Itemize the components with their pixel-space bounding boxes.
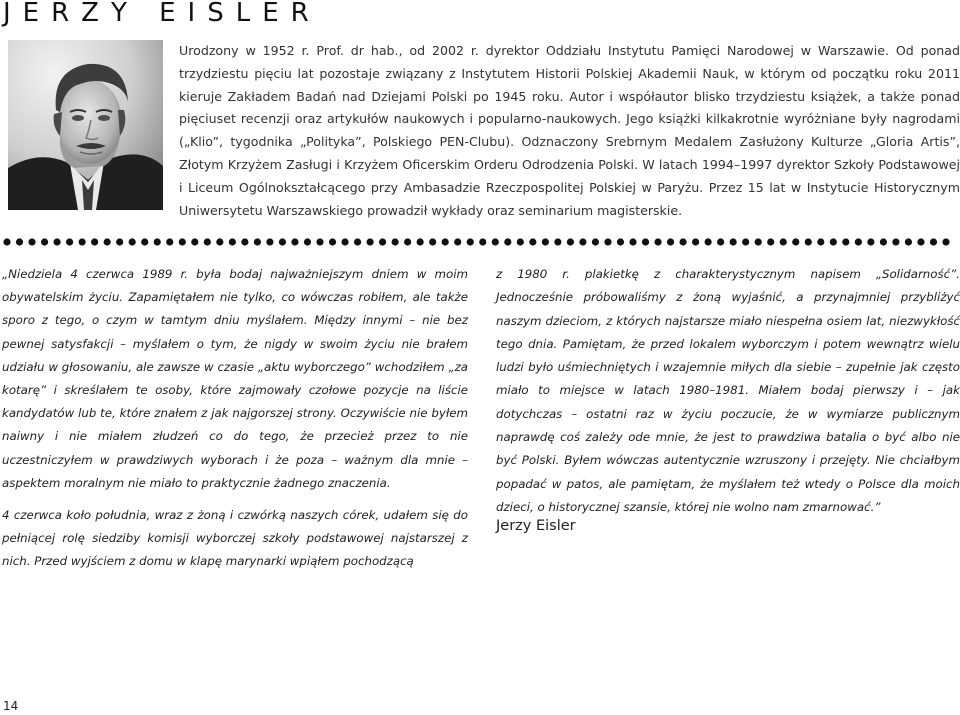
divider-dot <box>792 238 799 245</box>
divider-dot <box>830 238 837 245</box>
divider-dot <box>667 238 674 245</box>
divider-dot <box>129 238 136 245</box>
divider-dot <box>579 238 586 245</box>
quote-paragraph: „Niedziela 4 czerwca 1989 r. była bodaj najważniejszym dniem w moim obywatelskim życiu. Zapamiętałem nie tylko, co wówczas robiłem, ale także sporo z tego, o czym w tamtym dniu myślałem. Między innymi – nie bez pewnej satysfakcji – myślałem o tym, że nigdy w swoim życiu nie brałem udziału w głosowaniu, ale zawsze w czasie „aktu wyborczego” wchodziłem „za kotarę” i skreślałem te osoby, które zajmowały czołowe pozycje na liście kandydatów lub te, które znałem z jak najgorszej strony. Oczywiście nie byłem naiwny i nie miałem złudzeń co do tego, że przecież przez to nie uczestniczyłem w prawdziwych wyborach i że poza – ważnym dla mnie – aspektem moralnym nie miało to praktycznie żadnego znaczenia. <box>2 267 468 490</box>
divider-dot <box>304 238 311 245</box>
divider-dot <box>679 238 686 245</box>
divider-dot <box>53 238 60 245</box>
divider-dot <box>942 238 949 245</box>
portrait-photo <box>8 40 163 210</box>
page-number: 14 <box>3 699 19 713</box>
divider-dot <box>604 238 611 245</box>
page-title: JERZY EISLER <box>3 0 321 28</box>
divider-dot <box>116 238 123 245</box>
divider-dot <box>442 238 449 245</box>
divider-dot <box>642 238 649 245</box>
divider-dot <box>154 238 161 245</box>
divider-dot <box>542 238 549 245</box>
divider-dot <box>479 238 486 245</box>
divider-dot <box>805 238 812 245</box>
divider-dot <box>554 238 561 245</box>
divider-dot <box>16 238 23 245</box>
divider-dot <box>279 238 286 245</box>
author-signature: Jerzy Eisler <box>496 518 576 534</box>
divider-dot <box>705 238 712 245</box>
divider-dot <box>41 238 48 245</box>
divider-dot <box>3 238 10 245</box>
author-bio: Urodzony w 1952 r. Prof. dr hab., od 2002 r. dyrektor Oddziału Instytutu Pamięci Narodowej w Warszawie. Od ponad trzydziestu pięciu lat pozostaje związany z Instytutem Historii Polskiej Akademii Nauk, w którym od początku roku 2011 kieruje Zakładem Badań nad Dziejami Polski po 1945 roku. Autor i współautor blisko trzydziestu książek, a także ponad pięciuset recenzji oraz artykułów naukowych i popularno-naukowych. Jego książki kilkakrotnie wyróżniane były nagrodami („Klio”, tygodnika „Polityka”, Polskiego PEN-Clubu). Odznaczony Srebrnym Medalem Zasłużony Kulturze „Gloria Artis”, Złotym Krzyżem Zasługi i Krzyżem Oficerskim Orderu Odrodzenia Polski. W latach 1994–1997 dyrektor Szkoły Podstawowej i Liceum Ogólnokształcącego przy Ambasadzie Rzeczpospolitej Polskiej w Paryżu. Przez 15 lat w Instytucie Historycznym Uniwersytetu Warszawskiego prowadził wykłady oraz seminarium magisterskie. <box>179 43 960 218</box>
divider-dot <box>867 238 874 245</box>
divider-dot <box>780 238 787 245</box>
divider-dot <box>492 238 499 245</box>
divider-dot <box>417 238 424 245</box>
dotted-line-divider <box>3 236 960 248</box>
divider-dot <box>216 238 223 245</box>
divider-dot <box>917 238 924 245</box>
divider-dot <box>504 238 511 245</box>
divider-dot <box>755 238 762 245</box>
divider-dot <box>429 238 436 245</box>
divider-dot <box>379 238 386 245</box>
divider-dot <box>855 238 862 245</box>
divider-dot <box>842 238 849 245</box>
divider-dot <box>241 238 248 245</box>
person-portrait-icon <box>8 40 163 210</box>
divider-dot <box>204 238 211 245</box>
divider-dot <box>454 238 461 245</box>
divider-dot <box>392 238 399 245</box>
divider-dot <box>191 238 198 245</box>
divider-dot <box>316 238 323 245</box>
divider-dot <box>229 238 236 245</box>
divider-dot <box>880 238 887 245</box>
divider-dot <box>617 238 624 245</box>
divider-dot <box>742 238 749 245</box>
divider-dot <box>141 238 148 245</box>
divider-dot <box>79 238 86 245</box>
divider-dot <box>404 238 411 245</box>
divider-dot <box>767 238 774 245</box>
divider-dot <box>341 238 348 245</box>
divider-dot <box>28 238 35 245</box>
divider-dot <box>592 238 599 245</box>
divider-dot <box>104 238 111 245</box>
quote-paragraph: z 1980 r. plakietkę z charakterystycznym napisem „Solidarność”. Jednocześnie próbowaliśmy z żoną wyjaśnić, a przynajmniej przybliżyć naszym dzieciom, z których najstarsze miało niespełna osiem lat, niezwykłość tego dnia. Pamiętam, że przed lokalem wyborczym i potem wewnątrz wielu ludzi było uśmiechniętych i wzajemnie miłych dla siebie – zupełnie jak często miało to miejsce w latach 1980–1981. Miałem bodaj pierwszy i – jak dotychczas – ostatni raz w życiu poczucie, że w wymiarze publicznym naprawdę coś zależy ode mnie, że jest to prawdziwa batalia o być albo nie być Polski. Byłem wówczas autentycznie wzruszony i przejęty. Nie chciałbym popadać w patos, ale pamiętam, że myślałem też wtedy o Polsce dla moich dzieci, o historycznej szansie, której nie wolno nam zmarnować.” <box>496 267 960 514</box>
divider-dot <box>817 238 824 245</box>
divider-dot <box>567 238 574 245</box>
divider-dot <box>91 238 98 245</box>
divider-dot <box>166 238 173 245</box>
divider-dot <box>254 238 261 245</box>
divider-dot <box>329 238 336 245</box>
divider-dot <box>692 238 699 245</box>
divider-dot <box>905 238 912 245</box>
divider-dot <box>66 238 73 245</box>
divider-dot <box>892 238 899 245</box>
divider-dot <box>291 238 298 245</box>
quote-column-right <box>496 263 960 519</box>
divider-dot <box>266 238 273 245</box>
divider-dot <box>354 238 361 245</box>
divider-dot <box>629 238 636 245</box>
divider-dot <box>654 238 661 245</box>
divider-dot <box>730 238 737 245</box>
quote-paragraph: 4 czerwca koło południa, wraz z żoną i czwórką naszych córek, udałem się do pełniącej rolę siedziby komisji wyborczej szkoły podstawowej najstarszej z nich. Przed wyjściem z domu w klapę marynarki wpiąłem pochodzącą <box>2 508 468 569</box>
divider-dot <box>366 238 373 245</box>
divider-dot <box>517 238 524 245</box>
divider-dot <box>717 238 724 245</box>
divider-dot <box>179 238 186 245</box>
divider-dot <box>467 238 474 245</box>
divider-dot <box>930 238 937 245</box>
quote-column-left <box>2 263 468 574</box>
divider-dot <box>529 238 536 245</box>
